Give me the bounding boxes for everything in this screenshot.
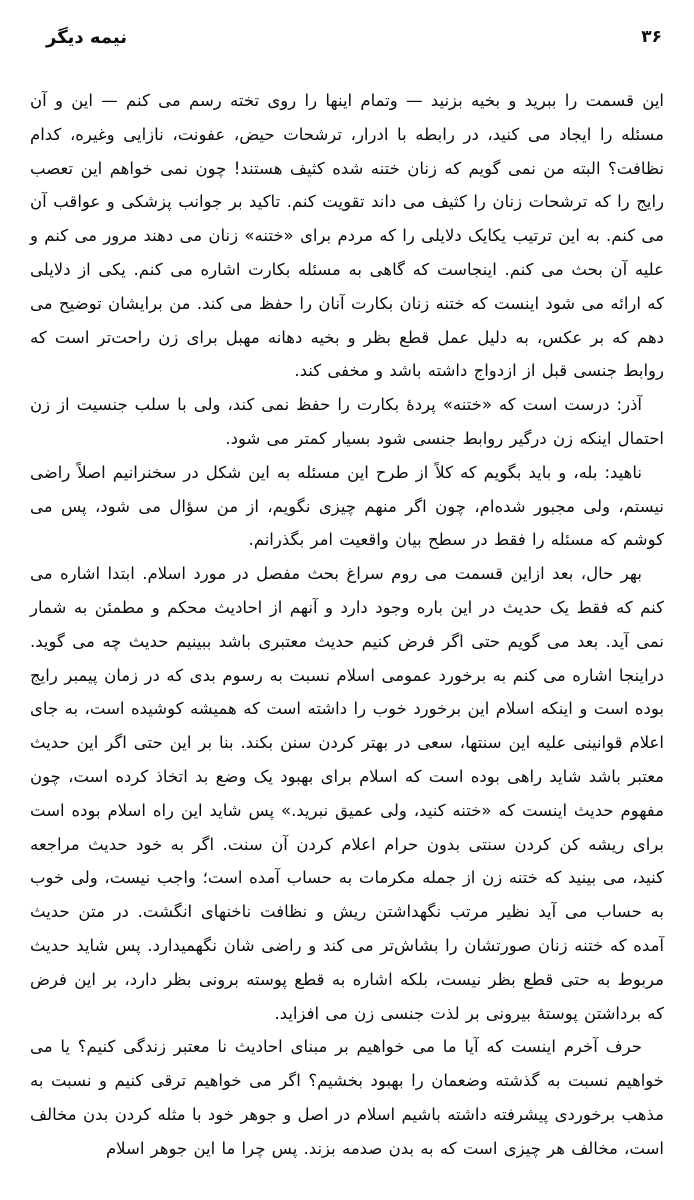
page-header bbox=[46, 22, 662, 52]
paragraph-azar: آذر: درست است که «ختنه» پردهٔ بکارت را حفظ نمی کند، ولی با سلب جنسیت از زن احتمال اینکه زن درگیر روابط جنسی شود بسیار کمتر می شود. bbox=[30, 395, 664, 448]
running-title: نیمه دیگر bbox=[46, 26, 128, 48]
body-text bbox=[30, 84, 664, 1166]
page-number: ۳۶ bbox=[641, 27, 662, 47]
paragraph-closing: حرف آخرم اینست که آیا ما می خواهیم بر مبنای احادیث نا معتبر زندگی کنیم؟ یا می خواهیم نسبت به گذشته وضعمان را بهبود بخشیم؟ اگر می خواهیم ترقی کنیم و نسبت به مذهب برخوردی پیشرفته داشته باشیم اسلام در اصل و جوهر خود با مثله کردن بدن مخالف است، مخالف هر چیزی است که به بدن صدمه بزند. پس چرا ما این جوهر اسلام bbox=[30, 1037, 664, 1158]
paragraph-continuation: این قسمت را ببرید و بخیه بزنید — وتمام اینها را روی تخته رسم می کنم — این و آن مسئله را ایجاد می کنید، در رابطه با ادرار، ترشحات حیض، عفونت، نازایی وغیره، کدام نظافت؟ البته من نمی گویم که زنان ختنه شده کثیف هستند! چون نمی خواهم این تعصب رایج را که ترشحات زنان را کثیف می داند تقویت کنم. تاکید بر جوانب پزشکی و عواقب آن می کنم. به این ترتیب یکایک دلایلی را که مردم برای «ختنه» زنان می دهند مرور می کنم و علیه آن بحث می کنم. اینجاست که گاهی به مسئله بکارت اشاره می کنم. یکی از دلایلی که ارائه می شود اینست که ختنه زنان بکارت آنان را حفظ می کند. من برایشان توضیح می دهم که بر عکس، به دلیل عمل قطع بظر و بخیه دهانه مهبل برای زن راحت‌تر است که روابط جنسی قبل از ازدواج داشته باشد و مخفی کند. bbox=[30, 91, 664, 381]
paragraph-nahid: ناهید: بله، و باید بگویم که کلاً از طرح این مسئله به این شکل در سخنرانیم اصلاً راضی نیستم، ولی مجبور شده‌ام، چون اگر منهم چیزی نگویم، از من سؤال می شود، پس می کوشم که مسئله را فقط در سطح بیان واقعیت امر بگذرانم. bbox=[30, 462, 664, 550]
paragraph-islam-discussion: بهر حال، بعد ازاین قسمت می روم سراغ بحث مفصل در مورد اسلام. ابتدا اشاره می کنم که فقط یک حدیث در این باره وجود دارد و آنهم از احادیث محکم و مطمئن به شمار نمی آید. بعد می گویم حتی اگر فرض کنیم حدیث معتبری باشد ببینیم حدیث چه می گوید. دراینجا اشاره می کنم به برخورد عمومی اسلام نسبت به رسوم بدی که در زمان پیمبر رایج بوده است و اینکه اسلام این برخورد خوب را داشته است که همیشه کوشیده است، به جای اعلام قوانینی علیه این سنتها، سعی در بهتر کردن سنن بکند. بنا بر این حتی اگر این حدیث معتبر باشد شاید راهی بوده است که اسلام برای بهبود یک وضع بد اتخاذ کرده است، چون مفهوم حدیث اینست که «ختنه کنید، ولی عمیق نبرید.» پس شاید این راه اسلام بوده است برای ریشه کن کردن سنتی بدون حرام اعلام کردن آن سنت. اگر به خود حدیث مراجعه کنید، می بینید که ختنه زن از جمله مکرمات به حساب آمده است؛ واجب نیست، ولی خوب به حساب می آید نظیر مرتب نگهداشتن ریش و نظافت ناخنهای انگشت. در متن حدیث آمده که ختنه زنان صورتشان را بشاش‌تر می کند و راضی شان نگهمیدارد. پس شاید حدیث مربوط به حتی قطع بظر نیست، بلکه اشاره به قطع پوسته برونی بظر دارد، بر این فرض که برداشتن پوستهٔ بیرونی بر لذت جنسی زن می افزاید. bbox=[30, 564, 664, 1023]
